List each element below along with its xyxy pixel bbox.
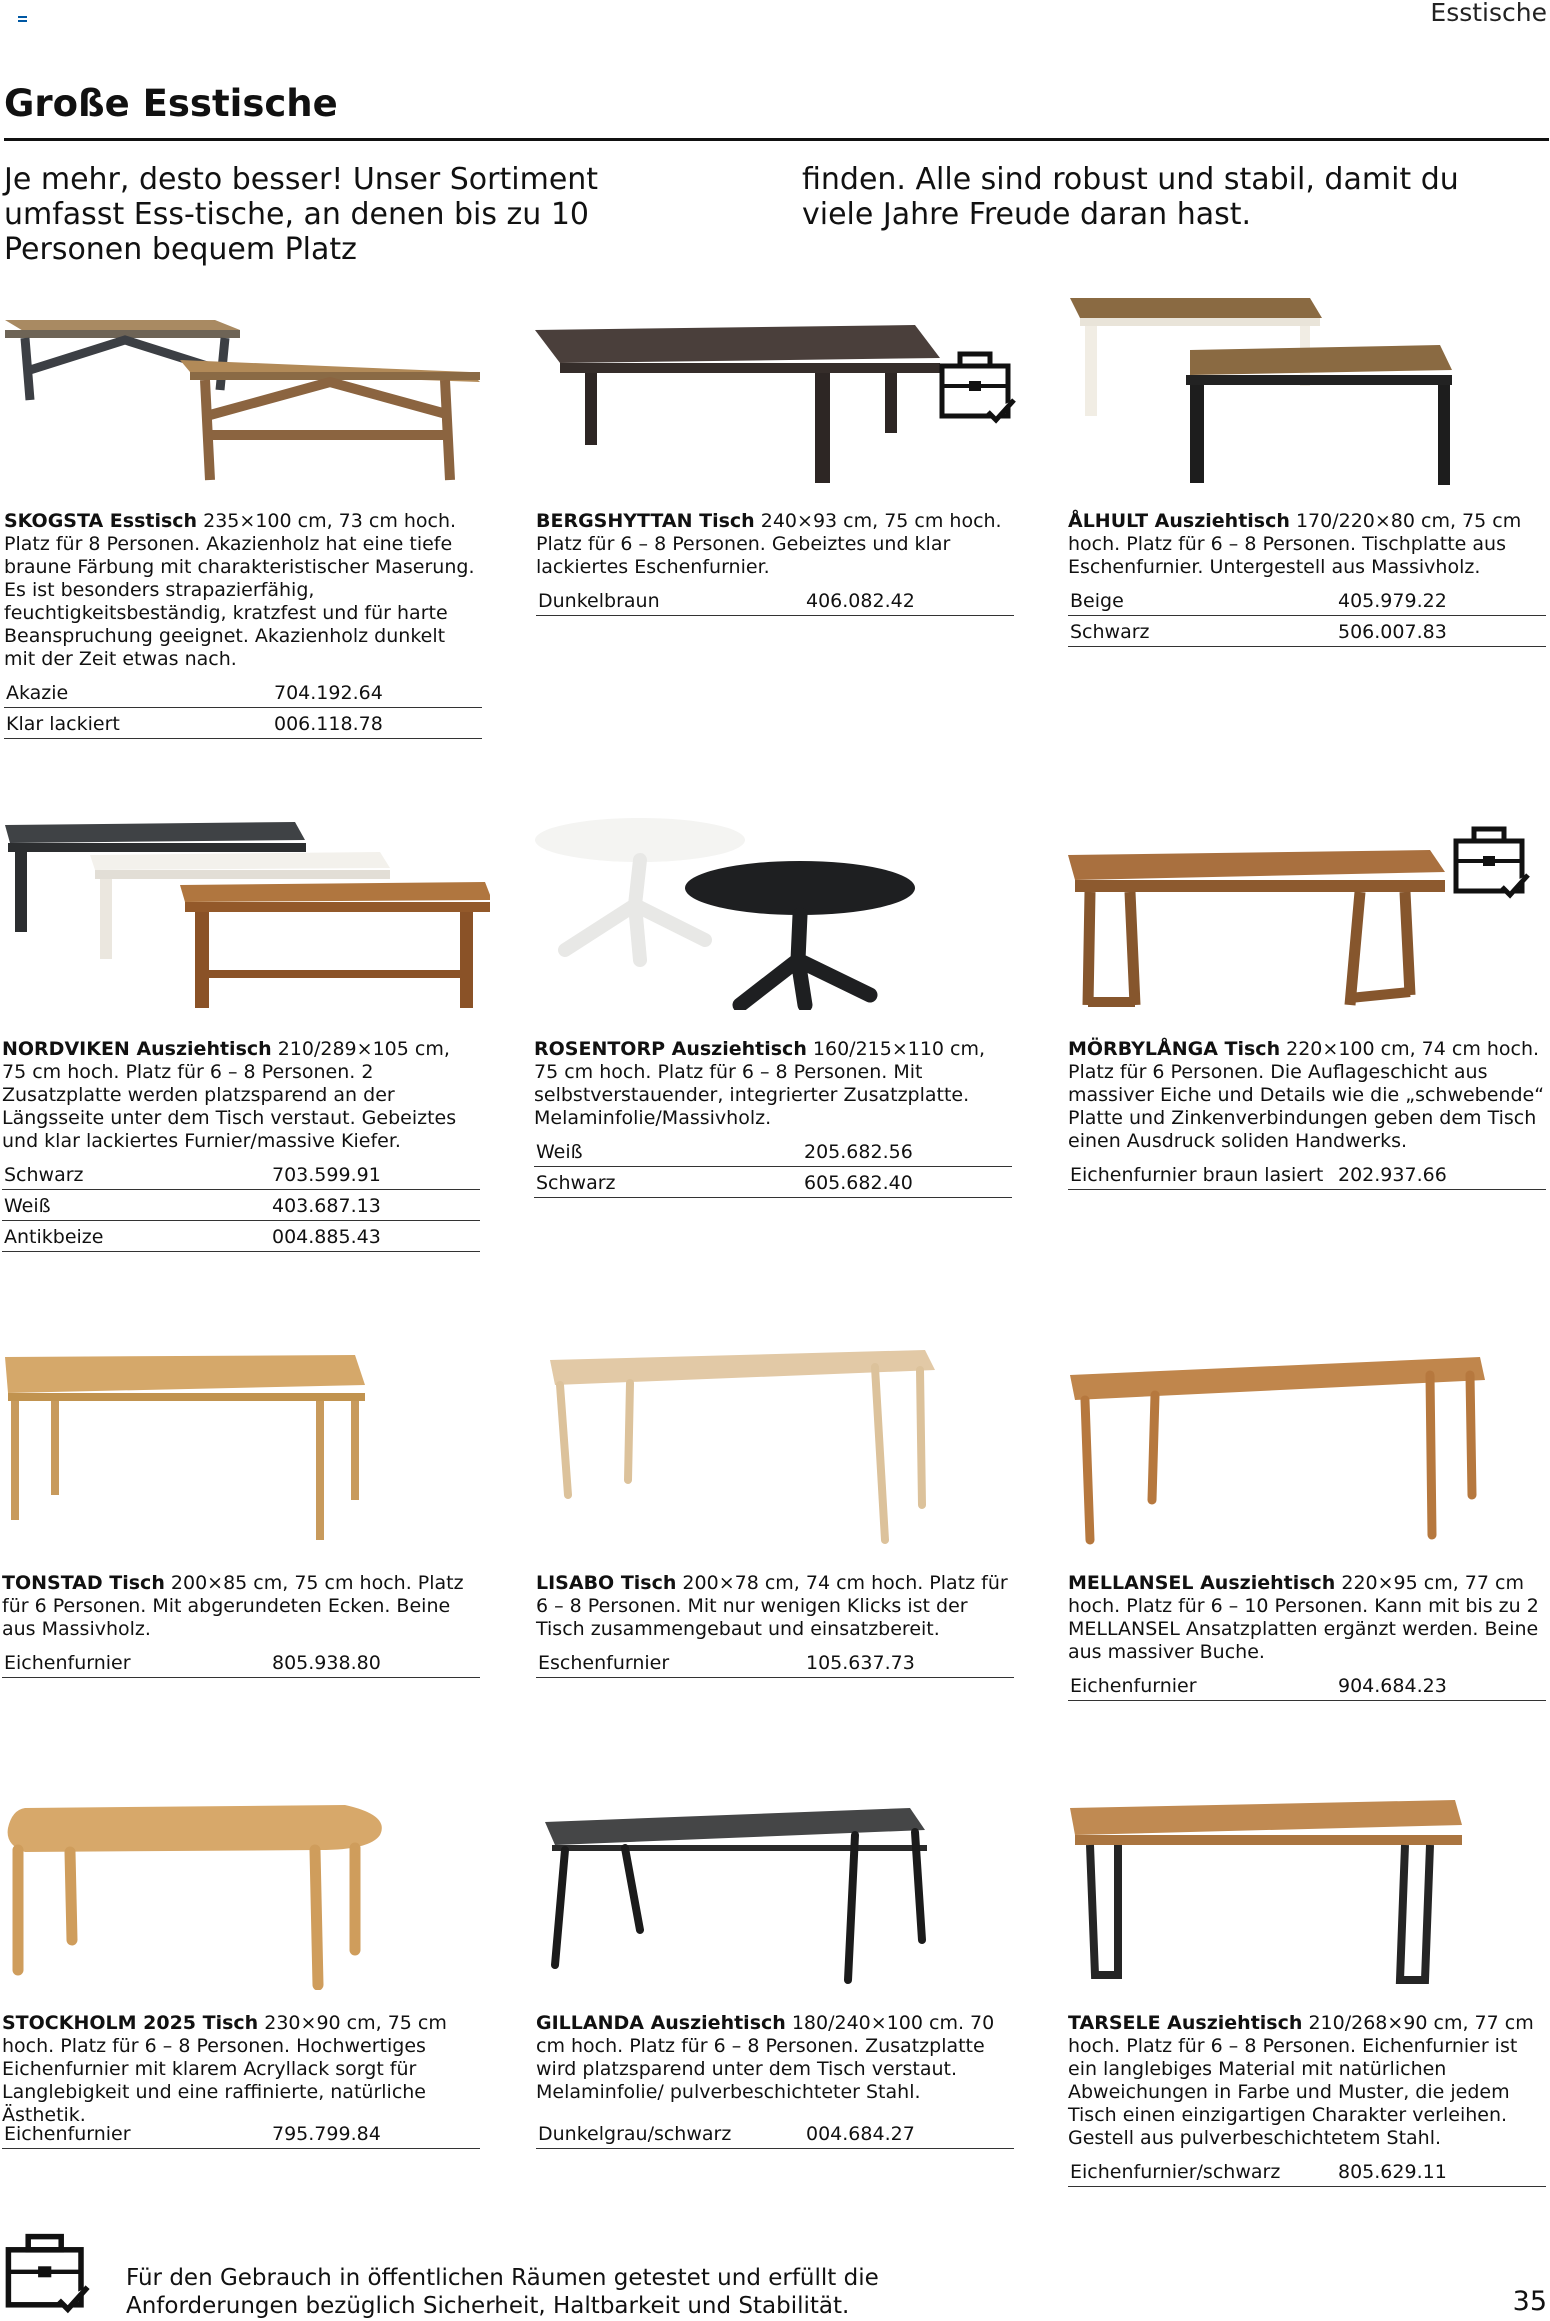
article-number: 795.799.84 [272,2123,381,2145]
product-morbylanga [1068,1038,1546,1190]
product-nordviken [2,1038,480,1252]
product-description: 200×85 cm, 75 cm hoch. Platz für 6 Personen. Mit abgerundeten Ecken. Beine aus Massivholz. [2,1572,464,1640]
variant-name: Eschenfurnier [538,1652,670,1674]
variant-row [2,1647,480,1678]
variant-name: Eichenfurnier braun lasiert [1070,1164,1324,1186]
article-number: 805.629.11 [1338,2161,1447,2183]
article-number: 004.885.43 [272,1226,381,1248]
variant-name: Dunkelgrau/schwarz [538,2123,732,2145]
product-lisabo [536,1572,1014,1678]
product-name: MÖRBYLÅNGA Tisch [1068,1038,1281,1060]
article-number: 704.192.64 [274,682,383,704]
skogsta-table-image [0,290,490,490]
product-description: 210/268×90 cm, 77 cm hoch. Platz für 6 – 8 Personen. Eichenfurnier ist ein langlebiges Material mit natürlichen Abweichungen in Farbe und Muster, die jedem Tisch einen einzigartigen Charakter verleihen. Gestell aus pulverbeschichtetem Stahl. [1068,2012,1534,2149]
variant-row [536,585,1014,616]
product-mellansel [1068,1572,1546,1701]
article-number: 205.682.56 [804,1141,913,1163]
running-head: Esstische [1430,0,1547,27]
product-name: MELLANSEL Ausziehtisch [1068,1572,1336,1594]
product-description: 180/240×100 cm. 70 cm hoch. Platz für 6 – 8 Personen. Zusatzplatte wird platzsparend unter dem Tisch verstaut. Melaminfolie/ pulverbeschichteter Stahl. [536,2012,995,2103]
product-name: TONSTAD Tisch [2,1572,165,1594]
article-number: 805.938.80 [272,1652,381,1674]
variant-row [4,708,482,739]
product-name: TARSELE Ausziehtisch [1068,2012,1303,2034]
rosentorp-table-image [530,810,1020,1010]
article-number: 403.687.13 [272,1195,381,1217]
variant-row [536,1647,1014,1678]
intro-column-1: Je mehr, desto besser! Unser Sortiment umfasst Ess-tische, an denen bis zu 10 Personen bequem Platz [4,162,599,267]
variant-name: Akazie [6,682,69,704]
product-name: LISABO Tisch [536,1572,677,1594]
article-number: 004.684.27 [806,2123,915,2145]
article-number: 406.082.42 [806,590,915,612]
alhult-table-image [1060,290,1550,490]
product-name: SKOGSTA Esstisch [4,510,198,532]
variant-row [2,1159,480,1190]
professional-use-briefcase-icon [938,350,1018,426]
variant-name: Eichenfurnier/schwarz [1070,2161,1281,2183]
variant-row [536,2118,1014,2149]
variant-name: Eichenfurnier [1070,1675,1197,1697]
product-description: 240×93 cm, 75 cm hoch. Platz für 6 – 8 Personen. Gebeiztes und klar lackiertes Eschenfurnier. [536,510,1002,578]
product-stockholm-2025 [2,2012,480,2149]
product-name: ÅLHULT Ausziehtisch [1068,510,1290,532]
article-number: 105.637.73 [806,1652,915,1674]
variant-row [2,1221,480,1252]
product-gillanda [536,2012,1014,2149]
tarsele-table-image [1060,1790,1550,1990]
product-description: 170/220×80 cm, 75 cm hoch. Platz für 6 – 8 Personen. Tischplatte aus Eschenfurnier. Untergestell aus Massivholz. [1068,510,1522,578]
product-description: 220×100 cm, 74 cm hoch. Platz für 6 Personen. Die Auflageschicht aus massiver Eiche und Details wie die „schwebende“ Platte und Zinkenverbindungen geben dem Tisch einen Ausdruck soliden Handwerks. [1068,1038,1545,1152]
variant-row [534,1167,1012,1198]
nordviken-table-image [0,810,490,1010]
product-name: STOCKHOLM 2025 Tisch [2,2012,259,2034]
article-number: 006.118.78 [274,713,383,735]
article-number: 904.684.23 [1338,1675,1447,1697]
tonstad-table-image [0,1345,490,1545]
product-description: 235×100 cm, 73 cm hoch. Platz für 8 Personen. Akazienholz hat eine tiefe braune Färbung mit charakteristischer Maserung. Es ist besonders strapazierfähig, feuchtigkeitsbeständig, kratzfest und für harte Beanspruchung geeignet. Akazienholz dunkelt mit der Zeit etwas nach. [4,510,475,670]
lisabo-table-image [530,1345,1020,1545]
variant-name: Beige [1070,590,1124,612]
variant-row [1068,616,1546,647]
product-skogsta [4,510,482,739]
gillanda-table-image [530,1790,1020,1990]
product-description: 210/289×105 cm, 75 cm hoch. Platz für 6 – 8 Personen. 2 Zusatzplatte werden platzsparend an der Längsseite unter dem Tisch verstaut. Gebeiztes und klar lackiertes Furnier/massive Kiefer. [2,1038,457,1152]
intro-column-2: finden. Alle sind robust und stabil, damit du viele Jahre Freude daran hast. [802,162,1459,232]
professional-use-note: Für den Gebrauch in öffentlichen Räumen getestet und erfüllt die Anforderungen bezüglich Sicherheit, Haltbarkeit und Stabilität. [126,2265,879,2319]
product-description: 230×90 cm, 75 cm hoch. Platz für 6 – 8 Personen. Hochwertiges Eichenfurnier mit klarem Acryllack sorgt für Langlebigkeit und eine raffinierte, natürliche Ästhetik. [2,2012,447,2126]
page-number: 35 [1512,2286,1547,2317]
article-number: 703.599.91 [272,1164,381,1186]
professional-use-briefcase-icon [1452,825,1532,901]
variant-name: Schwarz [536,1172,616,1194]
variant-name: Weiß [536,1141,583,1163]
article-number: 405.979.22 [1338,590,1447,612]
product-rosentorp [534,1038,1012,1198]
variant-name: Schwarz [4,1164,84,1186]
variant-row [534,1136,1012,1167]
product-tonstad [2,1572,480,1678]
variant-name: Eichenfurnier [4,2123,131,2145]
article-number: 506.007.83 [1338,621,1447,643]
product-description: 200×78 cm, 74 cm hoch. Platz für 6 – 8 Personen. Mit nur wenigen Klicks ist der Tisch zusammengebaut und einsatzbereit. [536,1572,1008,1640]
variant-name: Weiß [4,1195,51,1217]
product-alhult [1068,510,1546,647]
product-description: 220×95 cm, 77 cm hoch. Platz für 6 – 10 Personen. Kann mit bis zu 2 MELLANSEL Ansatzplatten ergänzt werden. Beine aus massiver Buche. [1068,1572,1539,1663]
menu-icon[interactable] [18,16,27,22]
variant-row [1068,1670,1546,1701]
variant-row [1068,585,1546,616]
variant-row [2,1190,480,1221]
variant-name: Antikbeize [4,1226,104,1248]
article-number: 202.937.66 [1338,1164,1447,1186]
variant-name: Dunkelbraun [538,590,660,612]
variant-row [4,677,482,708]
product-bergshyttan [536,510,1014,616]
product-name: ROSENTORP Ausziehtisch [534,1038,807,1060]
variant-name: Klar lackiert [6,713,120,735]
variant-row [2,2118,480,2149]
page-title: Große Esstische [4,82,338,125]
product-name: NORDVIKEN Ausziehtisch [2,1038,272,1060]
product-tarsele [1068,2012,1546,2187]
professional-use-briefcase-icon [4,2232,92,2316]
variant-name: Eichenfurnier [4,1652,131,1674]
variant-row [1068,1159,1546,1190]
mellansel-table-image [1060,1345,1550,1545]
title-rule [4,138,1549,141]
variant-row [1068,2156,1546,2187]
product-name: GILLANDA Ausziehtisch [536,2012,786,2034]
article-number: 605.682.40 [804,1172,913,1194]
product-description: 160/215×110 cm, 75 cm hoch. Platz für 6 – 8 Personen. Mit selbstverstauender, integrierter Zusatzplatte. Melaminfolie/Massivholz. [534,1038,986,1129]
variant-name: Schwarz [1070,621,1150,643]
product-name: BERGSHYTTAN Tisch [536,510,755,532]
stockholm-2025-table-image [0,1790,490,1990]
